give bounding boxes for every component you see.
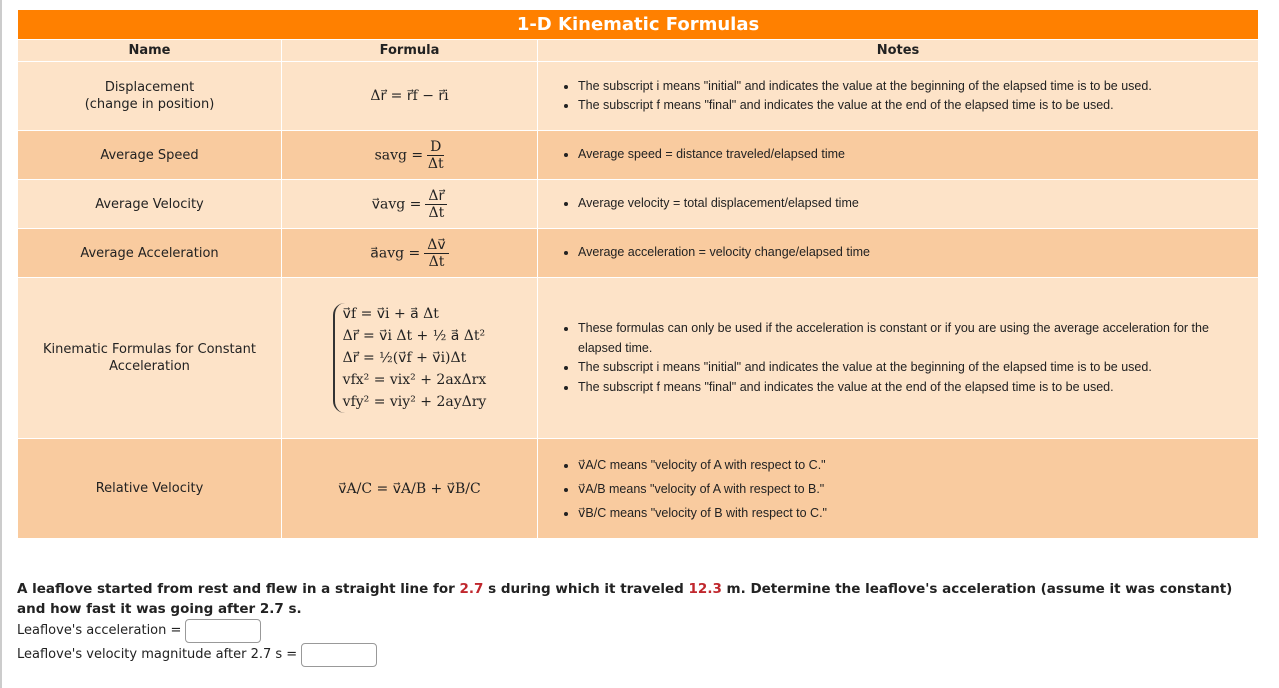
note: • v⃗A/B means "velocity of A with respect to B." — [578, 477, 1258, 501]
row-name: Displacement — [104, 80, 195, 95]
row-name: Relative Velocity — [18, 439, 282, 539]
velocity-input[interactable] — [301, 643, 377, 667]
note: • v⃗B/C means "velocity of B with respect to C." — [578, 501, 1258, 525]
note: • Average acceleration = velocity change/elapsed time — [578, 243, 1258, 263]
question-text: A leaflove started from rest and flew in a straight line for 2.7 s during which it traveled 12.3 m. Determine the leaflove's acceleration (assume it was constant) and how fast it was going after 2.7 s. — [17, 581, 1233, 617]
header-notes: Notes — [538, 40, 1259, 62]
formula: v⃗A/C = v⃗A/B + v⃗B/C — [282, 439, 538, 539]
left-border — [0, 0, 2, 688]
note: • Average speed = distance traveled/elapsed time — [578, 145, 1258, 165]
table-title: 1-D Kinematic Formulas — [18, 10, 1259, 40]
table-row — [18, 229, 1259, 278]
formula: a⃗avg = $\frac{\Delta v⃗}{\Delta t}$ — [282, 229, 538, 278]
header-formula: Formula — [282, 40, 538, 62]
distance-value: 12.3 — [688, 581, 722, 597]
formula-system: v⃗f = v⃗i + a⃗ Δt Δr⃗ = v⃗i Δt + ½ a⃗ Δt² Δr⃗ = ½(v⃗f + v⃗i)Δt vfx² = vix² + 2axΔrx vfy² = viy² + 2ayΔry — [333, 303, 487, 413]
note: • These formulas can only be used if the acceleration is constant or if you are using the average acceleration for the elapsed time. — [578, 319, 1238, 358]
row-name: Average Acceleration — [18, 229, 282, 278]
table-row — [18, 278, 1259, 439]
formula: v⃗avg = $\frac{\Delta r⃗}{\Delta t}$ — [282, 180, 538, 229]
question — [17, 579, 1262, 667]
note: • v⃗A/C means "velocity of A with respect to C." — [578, 453, 1258, 477]
row-name: Average Speed — [18, 131, 282, 180]
table-row — [18, 62, 1259, 131]
table-row — [18, 131, 1259, 180]
formula-table — [17, 9, 1259, 539]
velocity-label: Leaflove's velocity magnitude after 2.7 s = — [17, 647, 298, 662]
header-name: Name — [18, 40, 282, 62]
table-row — [18, 180, 1259, 229]
note: • The subscript i means "initial" and indicates the value at the beginning of the elapsed time is to be used. — [578, 77, 1258, 97]
time-value: 2.7 — [459, 581, 484, 597]
acceleration-label: Leaflove's acceleration = — [17, 623, 182, 638]
acceleration-input[interactable] — [185, 619, 261, 643]
note: • Average velocity = total displacement/elapsed time — [578, 194, 1258, 214]
row-name: Average Velocity — [18, 180, 282, 229]
formula: Δr⃗ = r⃗f − r⃗i — [282, 62, 538, 131]
table-row — [18, 439, 1259, 539]
note: • The subscript i means "initial" and indicates the value at the beginning of the elapsed time is to be used. — [578, 358, 1238, 378]
note: • The subscript f means "final" and indicates the value at the end of the elapsed time is to be used. — [578, 378, 1238, 398]
row-name-sub: (change in position) — [84, 97, 215, 112]
formula: savg = $\frac{D}{\Delta t}$ — [282, 131, 538, 180]
note: • The subscript f means "final" and indicates the value at the end of the elapsed time is to be used. — [578, 96, 1258, 116]
row-name: Kinematic Formulas for Constant Acceleration — [18, 278, 282, 439]
